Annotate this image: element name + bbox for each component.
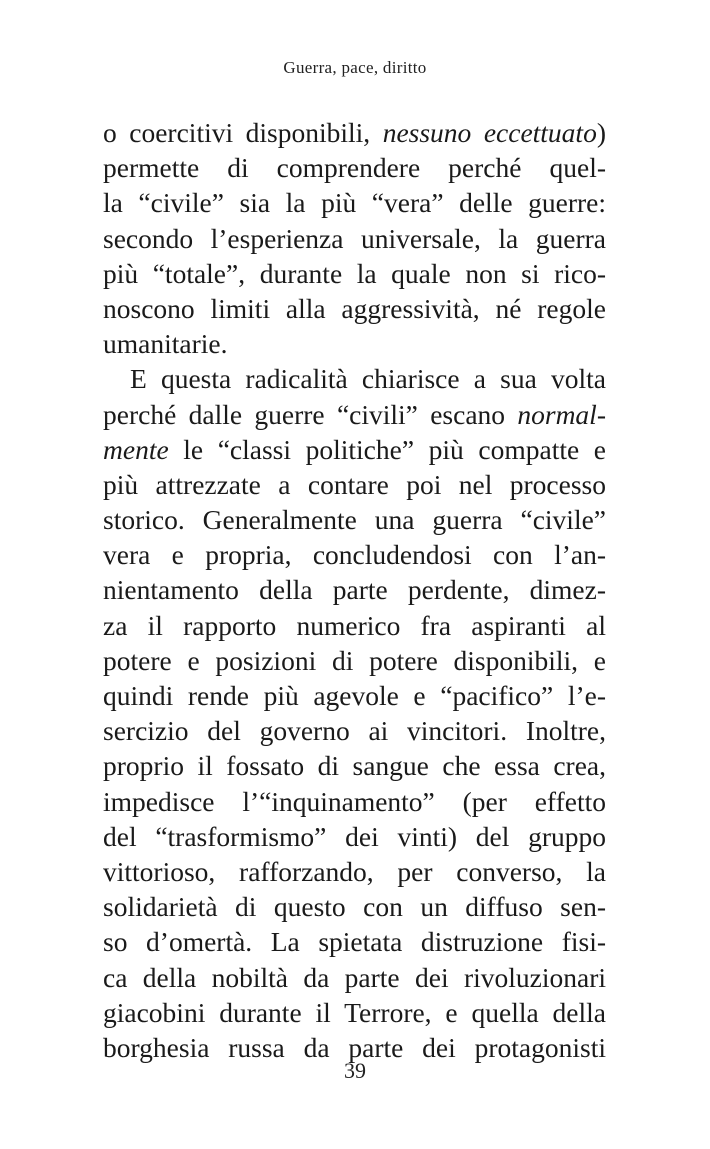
text-line: più attrezzate a contare poi nel processo [103,468,606,500]
text-line: più “totale”, durante la quale non si rico- [103,257,606,289]
running-head: Guerra, pace, diritto [283,58,427,77]
text-line: potere e posizioni di potere disponibili, e [103,644,606,676]
text-line: del “trasformismo” dei vinti) del gruppo [103,820,606,852]
text-line: umanitarie. [103,328,228,360]
text-line: borghesia russa da parte dei protagonisti [103,1031,606,1063]
body-text [103,115,606,1065]
text-line: vittorioso, rafforzando, per converso, la [103,855,606,887]
text-line: permette di comprendere perché quel- [103,152,606,184]
text-line: nientamento della parte perdente, dimez- [103,574,606,606]
text-line: secondo l’esperienza universale, la guerra [103,222,606,254]
text-line: so d’omertà. La spietata distruzione fisi- [103,926,606,958]
text-line: vera e propria, concludendosi con l’an- [103,539,606,571]
text-line: mente le “classi politiche” più compatte e [103,433,606,465]
text-line: giacobini durante il Terrore, e quella della [103,996,606,1028]
text-line: noscono limiti alla aggressività, né regole [103,292,606,324]
text-line: proprio il fossato di sangue che essa crea, [103,750,606,782]
text-line: perché dalle guerre “civili” escano normal- [103,398,606,430]
text-line: quindi rende più agevole e “pacifico” l’e- [103,680,606,711]
text-line: ca della nobiltà da parte dei rivoluzionari [103,961,606,993]
text-line: impedisce l’“inquinamento” (per effetto [103,785,606,817]
text-line: za il rapporto numerico fra aspiranti al [103,609,606,641]
text-line: E questa radicalità chiarisce a sua volta [130,363,606,395]
text-line: sercizio del governo ai vincitori. Inoltre, [103,715,606,747]
text-line: storico. Generalmente una guerra “civile” [103,504,606,536]
text-line: solidarietà di questo con un diffuso sen- [103,891,606,923]
text-line: la “civile” sia la più “vera” delle guerre: [103,187,606,219]
text-line: o coercitivi disponibili, nessuno eccettuato) [103,117,606,148]
page-number: 39 [344,1058,366,1083]
